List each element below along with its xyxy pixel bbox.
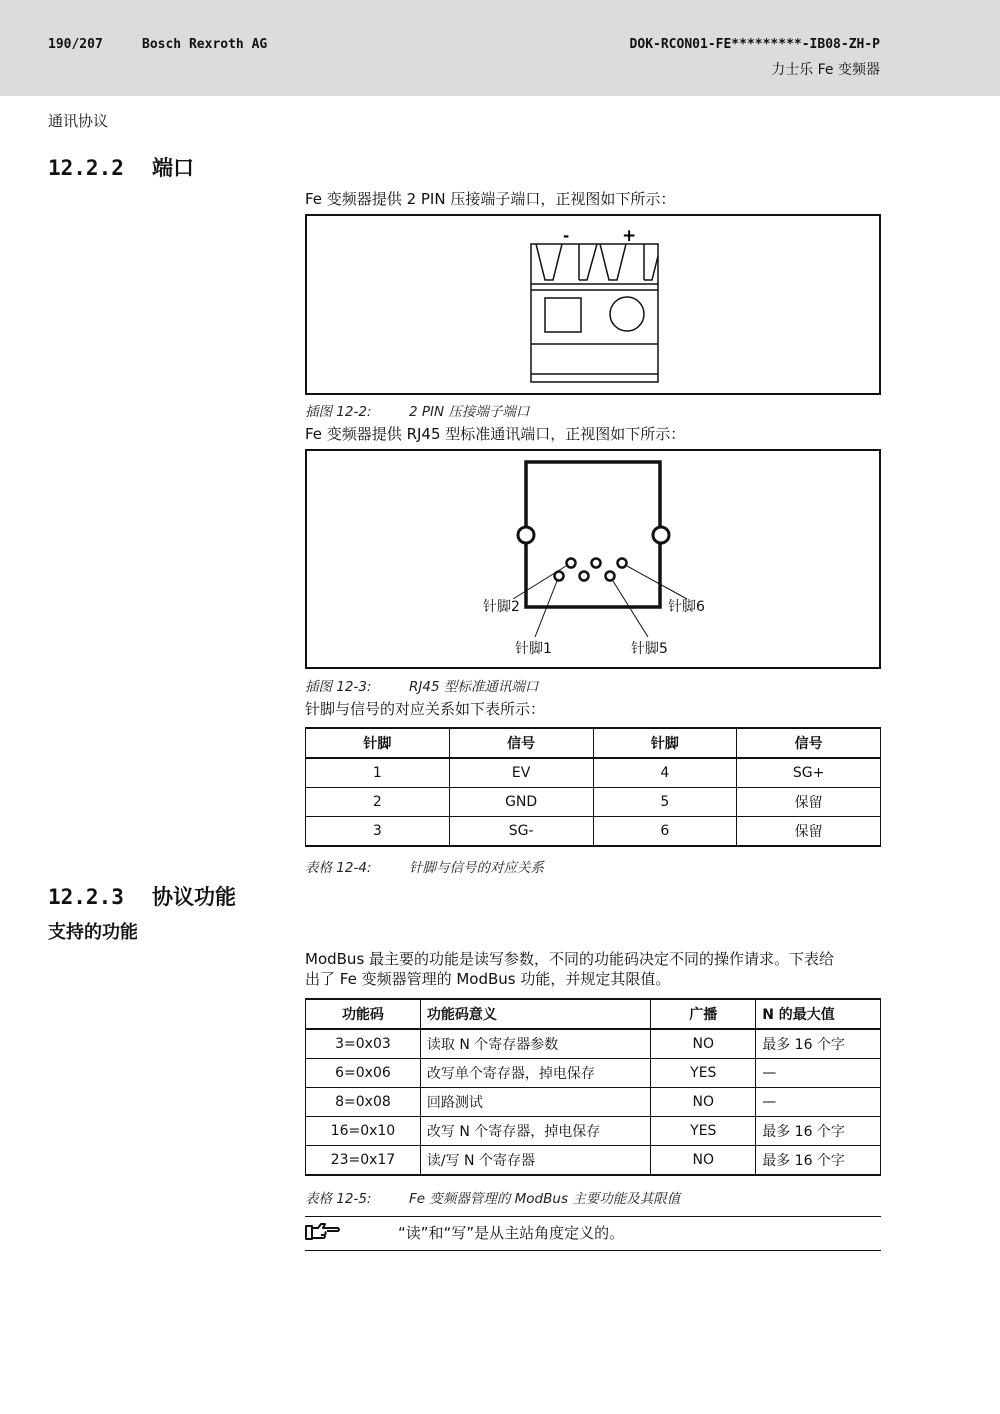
col-header: 信号 — [449, 728, 593, 758]
table-row — [306, 1059, 881, 1088]
cell: — — [756, 1059, 881, 1088]
pin2-label: 针脚2 — [483, 599, 520, 615]
subheading-supported: 支持的功能 — [48, 922, 138, 943]
caption-fig-2pin: 插图 12-2: 2 PIN 压接端子端口 — [305, 404, 530, 420]
caption-fig-rj45: 插图 12-3: RJ45 型标准通讯端口 — [305, 679, 539, 695]
pin-3 — [580, 572, 589, 581]
minus-label: - — [563, 227, 570, 245]
table-row — [306, 817, 881, 847]
cell: 8=0x08 — [306, 1088, 421, 1117]
note-rule-top — [305, 1216, 881, 1217]
document-id: DOK-RCON01-FE*********-IB08-ZH-P — [629, 37, 880, 52]
heading-number: 12.2.3 — [48, 885, 124, 909]
rj45-outline-top — [526, 462, 660, 526]
right-latch — [653, 527, 669, 543]
table-header-row — [306, 999, 881, 1029]
table-row — [306, 788, 881, 817]
note-rule-bottom — [305, 1250, 881, 1251]
heading-number: 12.2.2 — [48, 156, 124, 180]
rj45-outline-bottom — [526, 544, 660, 607]
modbus-function-table — [305, 998, 881, 1176]
intro-rj45: Fe 变频器提供 RJ45 型标准通讯端口，正视图如下所示： — [305, 425, 686, 443]
cell: YES — [651, 1117, 756, 1146]
cell: NO — [651, 1029, 756, 1059]
col-header: N 的最大值 — [756, 999, 881, 1029]
figure-2pin — [305, 214, 881, 395]
terminal-body — [531, 244, 658, 382]
col-header: 广播 — [651, 999, 756, 1029]
heading-protocol — [48, 881, 236, 911]
cell: SG- — [449, 817, 593, 847]
pin5-label: 针脚5 — [631, 641, 668, 657]
square-socket — [545, 298, 581, 332]
section-label: 通讯协议 — [48, 112, 109, 130]
cell: 23=0x17 — [306, 1146, 421, 1176]
table-row — [306, 758, 881, 788]
cell: 1 — [306, 758, 450, 788]
cell: 改写 N 个寄存器，掉电保存 — [420, 1117, 651, 1146]
col-header: 功能码 — [306, 999, 421, 1029]
product-name: 力士乐 Fe 变频器 — [771, 62, 880, 78]
caption-table-pins: 表格 12-4: 针脚与信号的对应关系 — [305, 860, 544, 876]
cell: SG+ — [737, 758, 881, 788]
pin-6 — [618, 559, 627, 568]
2pin-terminal-drawing — [307, 216, 879, 393]
table-row — [306, 1029, 881, 1059]
table-row — [306, 1117, 881, 1146]
cell: 最多 16 个字 — [756, 1117, 881, 1146]
cell: EV — [449, 758, 593, 788]
table-row — [306, 1088, 881, 1117]
figure-rj45 — [305, 449, 881, 669]
cell: 3=0x03 — [306, 1029, 421, 1059]
cell: 5 — [593, 788, 737, 817]
note-text: “读”和“写”是从主站角度定义的。 — [398, 1224, 625, 1242]
pin-4 — [592, 559, 601, 568]
pointing-hand-icon — [305, 1221, 341, 1247]
caption-table-functions: 表格 12-5: Fe 变频器管理的 ModBus 主要功能及其限值 — [305, 1191, 681, 1207]
left-latch — [518, 527, 534, 543]
cell: YES — [651, 1059, 756, 1088]
col-header: 功能码意义 — [420, 999, 651, 1029]
plus-label: + — [622, 226, 637, 246]
table-row — [306, 1146, 881, 1176]
cell: GND — [449, 788, 593, 817]
cell: 读/写 N 个寄存器 — [420, 1146, 651, 1176]
cell: 读取 N 个寄存器参数 — [420, 1029, 651, 1059]
cell: — — [756, 1088, 881, 1117]
pin-5 — [606, 572, 615, 581]
pin-signal-table — [305, 727, 881, 847]
rj45-port-drawing — [307, 451, 879, 667]
cell: 3 — [306, 817, 450, 847]
company-name: Bosch Rexroth AG — [142, 37, 268, 52]
heading-title: 端口 — [152, 156, 194, 180]
cell: 最多 16 个字 — [756, 1029, 881, 1059]
cell: 6 — [593, 817, 737, 847]
pin6-label: 针脚6 — [668, 599, 705, 615]
table-header-row — [306, 728, 881, 758]
cell: NO — [651, 1088, 756, 1117]
pin-2 — [567, 559, 576, 568]
cell: NO — [651, 1146, 756, 1176]
pin-table-intro: 针脚与信号的对应关系如下表所示： — [305, 700, 546, 718]
col-header: 针脚 — [306, 728, 450, 758]
cell: 最多 16 个字 — [756, 1146, 881, 1176]
intro-2pin: Fe 变频器提供 2 PIN 压接端子端口，正视图如下所示： — [305, 190, 676, 208]
cell: 改写单个寄存器，掉电保存 — [420, 1059, 651, 1088]
pin1-label: 针脚1 — [515, 641, 552, 657]
cell: 保留 — [737, 817, 881, 847]
col-header: 信号 — [737, 728, 881, 758]
heading-port — [48, 152, 194, 182]
cell: 回路测试 — [420, 1088, 651, 1117]
cell: 保留 — [737, 788, 881, 817]
cell: 6=0x06 — [306, 1059, 421, 1088]
page-number: 190/207 — [48, 37, 103, 52]
col-header: 针脚 — [593, 728, 737, 758]
cell: 4 — [593, 758, 737, 788]
round-socket — [610, 297, 644, 331]
cell: 16=0x10 — [306, 1117, 421, 1146]
modbus-paragraph: ModBus 最主要的功能是读写参数，不同的功能码决定不同的操作请求。下表给 出了 Fe 变频器管理的 ModBus 功能，并规定其限值。 — [305, 950, 835, 988]
cell: 2 — [306, 788, 450, 817]
heading-title: 协议功能 — [152, 885, 236, 909]
